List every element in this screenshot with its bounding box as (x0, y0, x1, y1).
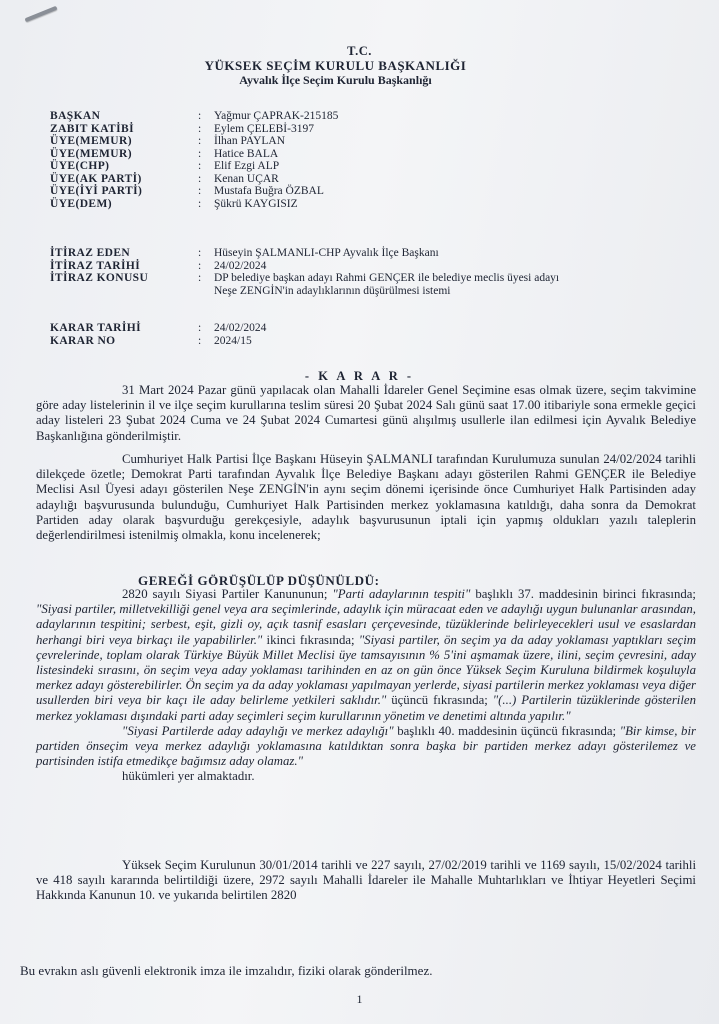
member-row: ÜYE(CHP) : Elif Ezgi ALP (50, 160, 690, 173)
reasoning-heading: GEREĞİ GÖRÜŞÜLÜP DÜŞÜNÜLDÜ: (138, 573, 380, 588)
objection-by-value: Hüseyin ŞALMANLI-CHP Ayvalık İlçe Başkanı (214, 247, 439, 259)
member-label: ÜYE(İYİ PARTİ) (50, 185, 143, 197)
member-value: Kenan UÇAR (214, 172, 279, 185)
member-value: Mustafa Buğra ÖZBAL (214, 185, 324, 197)
member-row: ÜYE(AK PARTİ) : Kenan UÇAR (50, 173, 690, 186)
member-label: ÜYE(AK PARTİ) (50, 172, 142, 185)
member-value: Şükrü KAYGISIZ (214, 197, 298, 210)
member-label: ÜYE(CHP) (50, 160, 110, 172)
paragraph-text: 31 Mart 2024 Pazar günü yapılacak olan Mahalli İdareler Genel Seçimine esas olmak üzere, seçim takvimine göre aday listelerinin il ve ilçe seçim kurullarına teslim süresi 20 Şubat 2024 Salı günü saat 17.00 itibariyle sona ermekle geçici aday listeleri 23 Şubat 2024 Cuma ve 24 Şubat 2024 Cumartesi günü alışılmış usullerle ilan edilmesi için Ayvalık Belediye Başkanlığına gönderilmiştir. (36, 383, 696, 443)
member-label: ÜYE(MEMUR) (50, 147, 132, 160)
paragraph-3: 2820 sayılı Siyasi Partiler Kanununun; "Parti adaylarının tespiti" başlıklı 37. maddesinin birinci fıkrasında; "Siyasi partiler, milletvekilliği genel veya ara seçimlerinde, adaylık için müracaat eden ve adaylığı uygun bulunanlar arasından, adaylarının tespitini; serbest, eşit, gizli oy, açık tasnif esasları çerçevesinde, tüzüklerinde belirleyecekleri usul ve esaslardan herhangi biri veya birkaçı ile yapabilirler." ikinci fıkrasında; "Siyasi partiler, ön seçim ya da aday yoklaması yaptıkları seçim çevrelerinde, toplam olarak Türkiye Büyük Millet Meclisi üye tamsayısının % 5'ini aşmamak üzere, ilini, seçim çevresini, aday listesindeki sırasını, ön seçim veya aday yoklaması tarihinden en az on gün önce Yüksek Seçim Kuruluna bildirmek koşuluyla merkez adayı gösterebilirler. Ön seçim ya da aday yoklaması yapılmayan yerlerde, siyasi partilerin merkez yoklaması veya diğer usullerden biri veya bir kaçı ile aday belirleme yetkileri saklıdır." üçüncü fıkrasında; "(...) Partilerin tüzüklerinde gösterilen merkez yoklaması dışındaki parti aday seçimleri seçim kurullarının yönetim ve denetimi altında yapılır." "Siyasi Partilerde aday adaylığı ve merkez adaylığı" başlıklı 40. maddesinin üçüncü fıkrasında; "Bir kimse, bir partiden önseçim veya merkez adaylığı yoklamasına katıldıktan sonra başka bir partiden merkez adayı gösterilemez ve partisinden istifa etmedikçe bağımsız aday olamaz." hükümleri yer almaktadır. (36, 587, 697, 784)
decision-block: KARAR TARİHİ : 24/02/2024 KARAR NO : 2024/15 (50, 322, 690, 347)
members-block (50, 110, 690, 210)
member-value: Hatice BALA (214, 147, 279, 160)
member-row: ÜYE(İYİ PARTİ) : Mustafa Buğra ÖZBAL (50, 185, 690, 198)
objection-block: İTİRAZ EDEN : Hüseyin ŞALMANLI-CHP Ayvalık İlçe Başkanı İTİRAZ TARİHİ : 24/02/2024 İTİRAZ KONUSU : DP belediye başkan adayı Rahmi GENÇER ile belediye meclis üyesi adayı Neşe ZENGİN'in adaylıklarının düşürülmesi istemi (50, 247, 690, 297)
member-row: ÜYE(MEMUR) : Hatice BALA (50, 148, 690, 161)
objection-date-value: 24/02/2024 (214, 259, 267, 272)
header-board: Ayvalık İlçe Seçim Kurulu Başkanlığı (239, 73, 432, 87)
member-value: Eylem ÇELEBİ-3197 (214, 122, 314, 135)
decision-date-label: KARAR TARİHİ (50, 322, 141, 334)
member-value: İlhan PAYLAN (214, 135, 286, 147)
decision-date-value: 24/02/2024 (214, 322, 267, 334)
member-row: BAŞKAN : Yağmur ÇAPRAK-215185 (50, 110, 690, 123)
member-label: BAŞKAN (50, 110, 101, 122)
objection-subject-label: İTİRAZ KONUSU (50, 272, 149, 284)
paragraph-text: Yüksek Seçim Kurulunun 30/01/2014 tarihli ve 227 sayılı, 27/02/2019 tarihli ve 1169 sayılı, 15/02/2024 tarihli ve 418 sayılı kararında belirtildiği üzere, 2972 sayılı Mahalli İdareler ile Mahalle Muhtarlıkları ve İhtiyar Heyetleri Seçimi Hakkında Kanunun 10. ve yukarıda belirtilen 2820 (36, 858, 696, 903)
objection-subject-value: DP belediye başkan adayı Rahmi GENÇER ile belediye meclis üyesi adayı (214, 272, 560, 284)
member-label: ÜYE(MEMUR) (50, 135, 132, 147)
member-value: Elif Ezgi ALP (214, 160, 280, 172)
member-row: ZABIT KATİBİ : Eylem ÇELEBİ-3197 (50, 123, 690, 136)
objection-by-label: İTİRAZ EDEN (50, 247, 131, 259)
member-label: ÜYE(DEM) (50, 197, 112, 210)
member-row: ÜYE(MEMUR) : İlhan PAYLAN (50, 135, 690, 148)
paragraph-4 (36, 858, 696, 904)
header-tc: T.C. (347, 44, 372, 58)
paragraph-2 (36, 452, 696, 543)
member-row: ÜYE(DEM) : Şükrü KAYGISIZ (50, 198, 690, 211)
paragraph-1 (36, 383, 696, 444)
staple (24, 6, 57, 22)
member-label: ZABIT KATİBİ (50, 122, 134, 135)
objection-subject-value-cont: Neşe ZENGİN'in adaylıklarının düşürülmesi istemi (214, 284, 451, 297)
page-number: 1 (356, 992, 363, 1006)
e-signature-note: Bu evrakın aslı güvenli elektronik imza ile imzalıdır, fiziki olarak gönderilmez. (20, 963, 433, 978)
decision-title: - K A R A R - (304, 369, 415, 383)
header-institution: YÜKSEK SEÇİM KURULU BAŞKANLIĞI (204, 58, 467, 73)
paragraph-text: Cumhuriyet Halk Partisi İlçe Başkanı Hüseyin ŞALMANLI tarafından Kurulumuza sunulan 24/02/2024 tarihli dilekçede özetle; Demokrat Parti tarafından Ayvalık İlçe Belediye Başkanı adayı gösterilen Rahmi GENÇER ile Belediye Meclisi Asıl Üyesi adayı gösterilen Neşe ZENGİN'in aynı seçim dönemi içerisinde önce Cumhuriyet Halk Partisinden aday adaylığı başvurusunda bulunduğu, Cumhuriyet Halk Partisinden merkez yoklamasına katıldığı, daha sonra da Demokrat Partiden aday olarak başvurduğu gerekçesiyle, adaylık başvurusunun iptali için yapmış oldukları yazılı taleplerin değerlendirilmesi istenilmiş olmakla, konu incelenerek; (36, 452, 696, 543)
decision-no-label: KARAR NO (50, 334, 116, 347)
member-value: Yağmur ÇAPRAK-215185 (214, 110, 339, 122)
decision-no-value: 2024/15 (214, 334, 252, 347)
objection-date-label: İTİRAZ TARİHİ (50, 259, 141, 272)
